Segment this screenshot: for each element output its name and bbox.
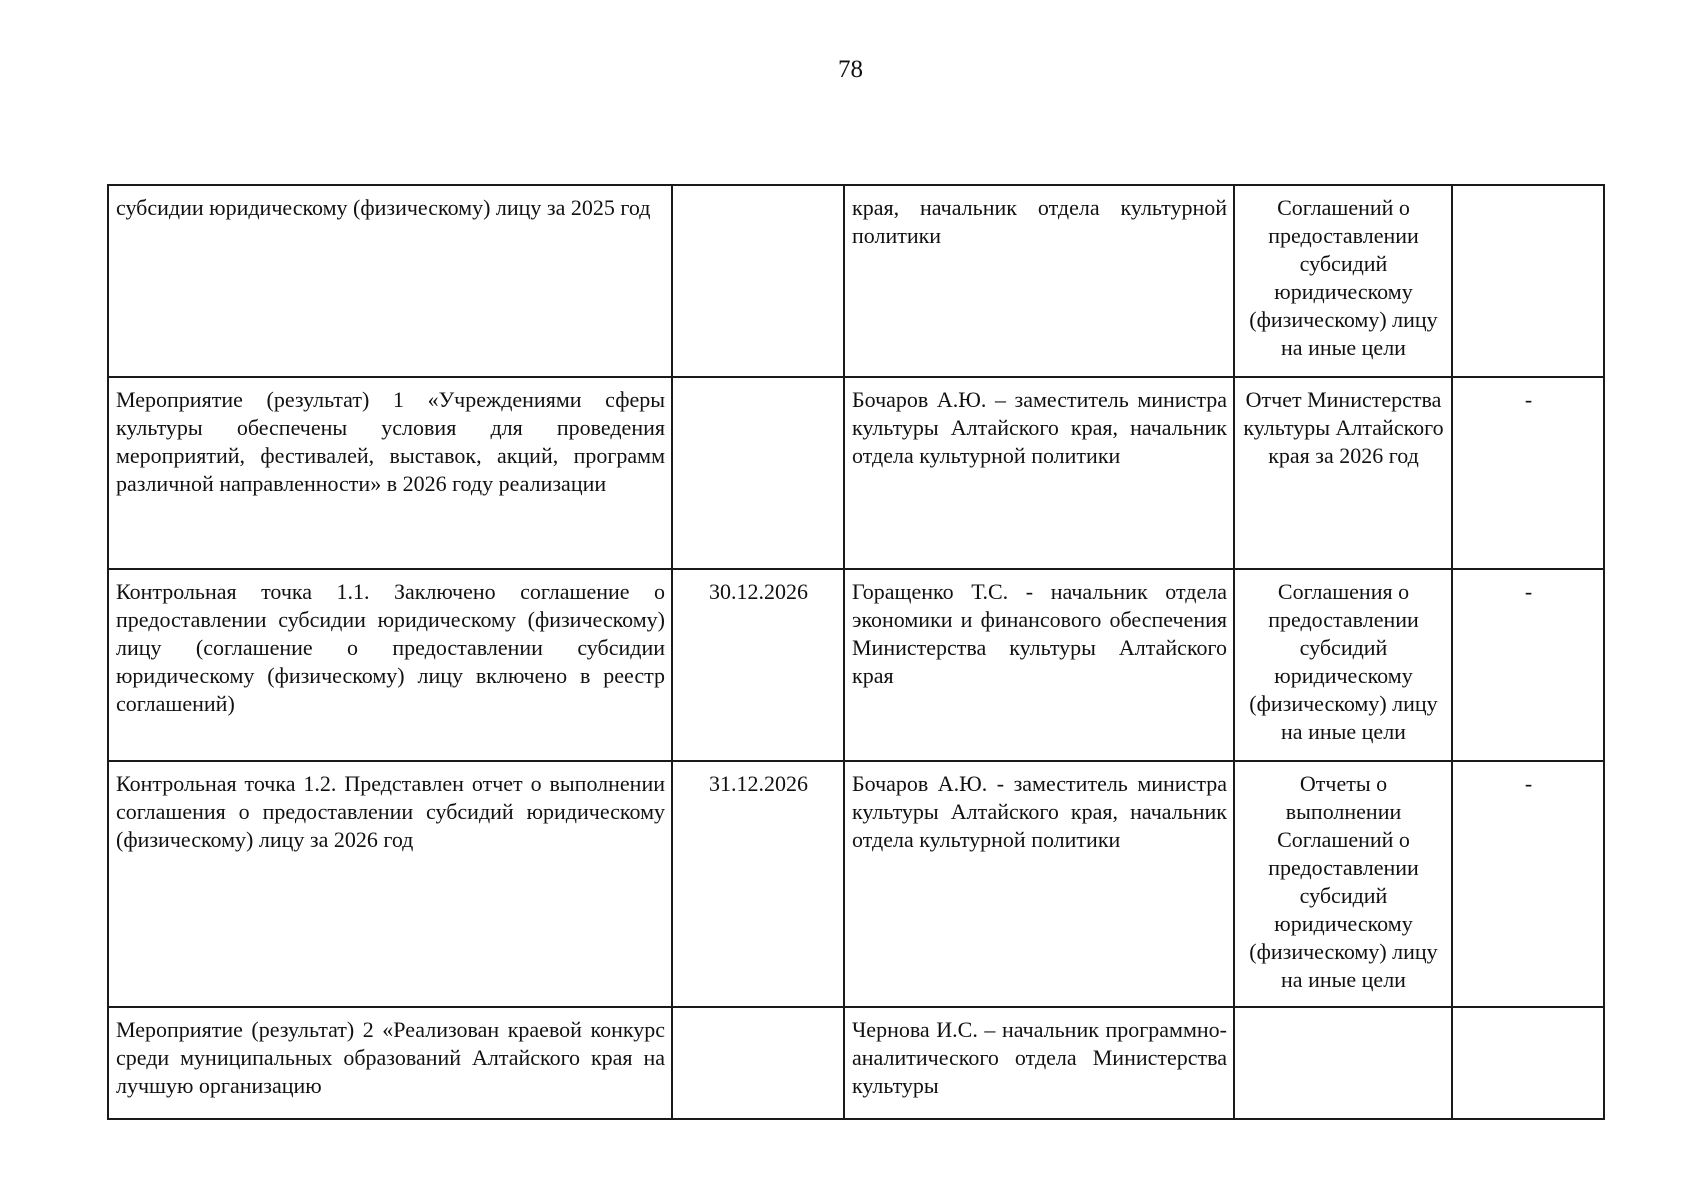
table-row — [108, 761, 1604, 1007]
document-cell: Соглашения о предоставлении субсидий юридическому (физическому) лицу на иные цели — [1234, 569, 1452, 761]
table-row — [108, 1007, 1604, 1119]
note-cell: - — [1452, 377, 1604, 569]
description-cell: субсидии юридическому (физическому) лицу за 2025 год — [108, 185, 672, 377]
document-cell: Отчеты о выполнении Соглашений о предоставлении субсидий юридическому (физическому) лицу на иные цели — [1234, 761, 1452, 1007]
page-number: 78 — [838, 56, 863, 83]
activities-table — [107, 184, 1605, 1120]
description-cell: Контрольная точка 1.2. Представлен отчет о выполнении соглашения о предоставлении субсидий юридическому (физическому) лицу за 2026 год — [108, 761, 672, 1007]
table-row — [108, 569, 1604, 761]
note-cell: - — [1452, 761, 1604, 1007]
document-cell: Отчет Министерства культуры Алтайского края за 2026 год — [1234, 377, 1452, 569]
note-cell — [1452, 1007, 1604, 1119]
table-row — [108, 185, 1604, 377]
deadline-cell — [672, 1007, 844, 1119]
note-cell — [1452, 185, 1604, 377]
responsible-cell: Бочаров А.Ю. – заместитель министра культуры Алтайского края, начальник отдела культурной политики — [844, 377, 1234, 569]
responsible-cell: Горащенко Т.С. - начальник отдела экономики и финансового обеспечения Министерства культуры Алтайского края — [844, 569, 1234, 761]
table-row — [108, 377, 1604, 569]
responsible-cell: Чернова И.С. – начальник программно-аналитического отдела Министерства культуры — [844, 1007, 1234, 1119]
responsible-cell: Бочаров А.Ю. - заместитель министра культуры Алтайского края, начальник отдела культурной политики — [844, 761, 1234, 1007]
description-cell: Мероприятие (результат) 1 «Учреждениями сферы культуры обеспечены условия для проведения мероприятий, фестивалей, выставок, акций, программ различной направленности» в 2026 году реализации — [108, 377, 672, 569]
description-cell: Контрольная точка 1.1. Заключено соглашение о предоставлении субсидии юридическому (физическому) лицу (соглашение о предоставлении субсидии юридическому (физическому) лицу включено в реестр соглашений) — [108, 569, 672, 761]
document-cell: Соглашений о предоставлении субсидий юридическому (физическому) лицу на иные цели — [1234, 185, 1452, 377]
responsible-cell: края, начальник отдела культурной политики — [844, 185, 1234, 377]
note-cell: - — [1452, 569, 1604, 761]
deadline-cell: 30.12.2026 — [672, 569, 844, 761]
description-cell: Мероприятие (результат) 2 «Реализован краевой конкурс среди муниципальных образований Алтайского края на лучшую организацию — [108, 1007, 672, 1119]
deadline-cell: 31.12.2026 — [672, 761, 844, 1007]
deadline-cell — [672, 377, 844, 569]
document-cell — [1234, 1007, 1452, 1119]
deadline-cell — [672, 185, 844, 377]
